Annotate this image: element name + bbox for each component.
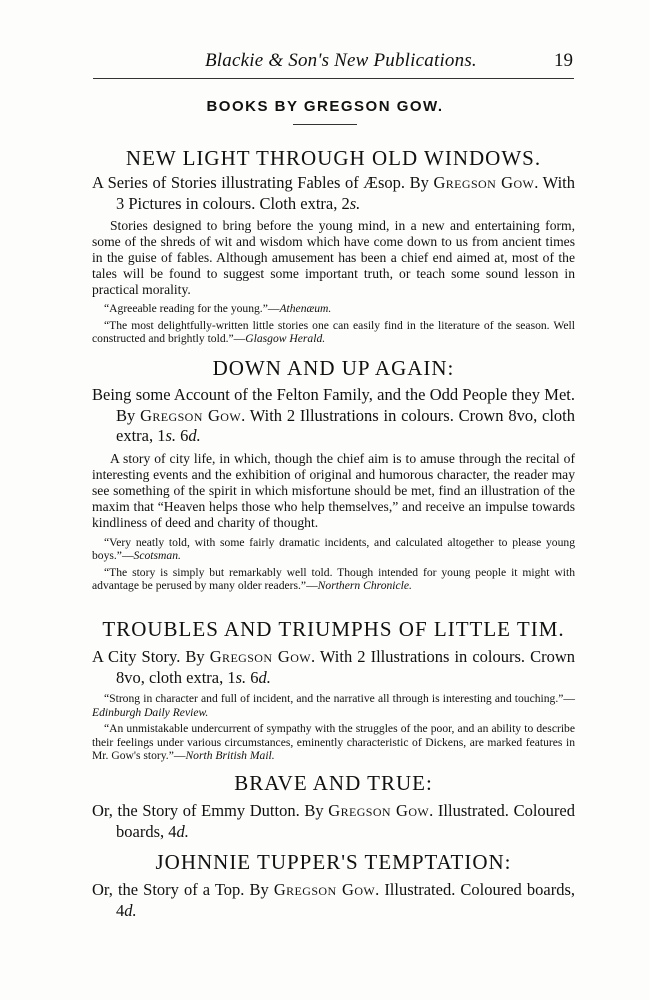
section-title: BOOKS BY GREGSON GOW. [206,98,444,115]
book-entry [92,616,575,763]
book-description: A City Story. By Gregson Gow. With 2 Illustrations in colours. Crown 8vo, cloth extra, 1s. 6d. [92,647,576,687]
book-entry [92,355,575,593]
review-quote: “Very neatly told, with some fairly dramatic incidents, and calculated altogether to please young boys.”—Scotsman. [92,535,575,563]
review-quote: “An unmistakable undercurrent of sympathy with the struggles of the poor, and an ability to describe their feelings under various circumstances, eminently characteristic of Dickens, are marked features in Mr. Gow's story.”—North British Mail. [92,722,575,763]
book-description: A Series of Stories illustrating Fables of Æsop. By Gregson Gow. With 3 Pictures in colours. Cloth extra, 2s. [92,173,575,213]
book-title: BRAVE AND TRUE: [234,771,433,795]
header-rule [93,78,574,79]
review-source: Athenæum. [279,302,332,315]
author-name: Gregson Gow [209,647,312,666]
author-name: Gregson Gow [273,880,376,899]
book-description: Or, the Story of Emmy Dutton. By Gregson Gow. Illustrated. Coloured boards, 4d. [92,801,575,841]
book-description: Being some Account of the Felton Family, and the Odd People they Met. By Gregson Gow. With 2 Illustrations in colours. Crown 8vo, cloth extra, 1s. 6d. [92,385,575,445]
book-entry [92,145,575,346]
book-entry [92,849,575,921]
review-source: Glasgow Herald. [245,332,326,346]
section-title-rule [293,124,357,125]
book-title: NEW LIGHT THROUGH OLD WINDOWS. [125,146,542,170]
author-name: Gregson Gow [328,801,430,820]
review-source: Scotsman. [133,549,181,563]
review-quote: “The most delightfully-written little stories one can easily find in the literature of the season. Well constructed and brightly told.”—Glasgow Herald. [92,318,575,346]
running-title: Blackie & Son's New Publications. [205,50,477,71]
running-head [93,50,575,76]
book-description: Or, the Story of a Top. By Gregson Gow. Illustrated. Coloured boards, 4d. [92,880,575,920]
book-title: TROUBLES AND TRIUMPHS OF LITTLE TIM. [102,617,565,641]
page-number: 19 [554,50,573,71]
book-title: JOHNNIE TUPPER'S TEMPTATION: [155,850,512,874]
book-title: DOWN AND UP AGAIN: [212,356,455,380]
author-name: Gregson Gow [433,173,535,192]
review-quote: “The story is simply but remarkably well told. Though intended for young people it might with advantage be perused by many older readers.”—Northern Chronicle. [92,565,575,593]
review-quote: “Agreeable reading for the young.”—Athenæum. [104,302,332,315]
review-quote: “Strong in character and full of incident, and the narrative all through is interesting and touching.”—Edinburgh Daily Review. [92,692,575,719]
review-source: Northern Chronicle. [317,579,412,593]
book-entry [92,770,575,842]
book-blurb: Stories designed to bring before the young mind, in a new and entertaining form, some of the shreds of wit and wisdom which have come down to us from ancient times in the guise of fables. Although amusement has been a chief end aimed at, most of the tales will be found to suggest some important truth, or teach some sound lesson in practical morality. [92,218,575,297]
review-source: North British Mail. [185,749,275,763]
book-blurb: A story of city life, in which, though the chief aim is to amuse through the recital of interesting events and the exhibition of original and humorous character, the reader may see something of the spirit in which misfortune should be met, find an illustration of the maxim that “Heaven helps those who help themselves,” and receive an impulse towards kindliness of deed and charity of thought. [92,450,575,530]
review-source: Edinburgh Daily Review. [92,705,209,719]
author-name: Gregson Gow [140,405,242,425]
